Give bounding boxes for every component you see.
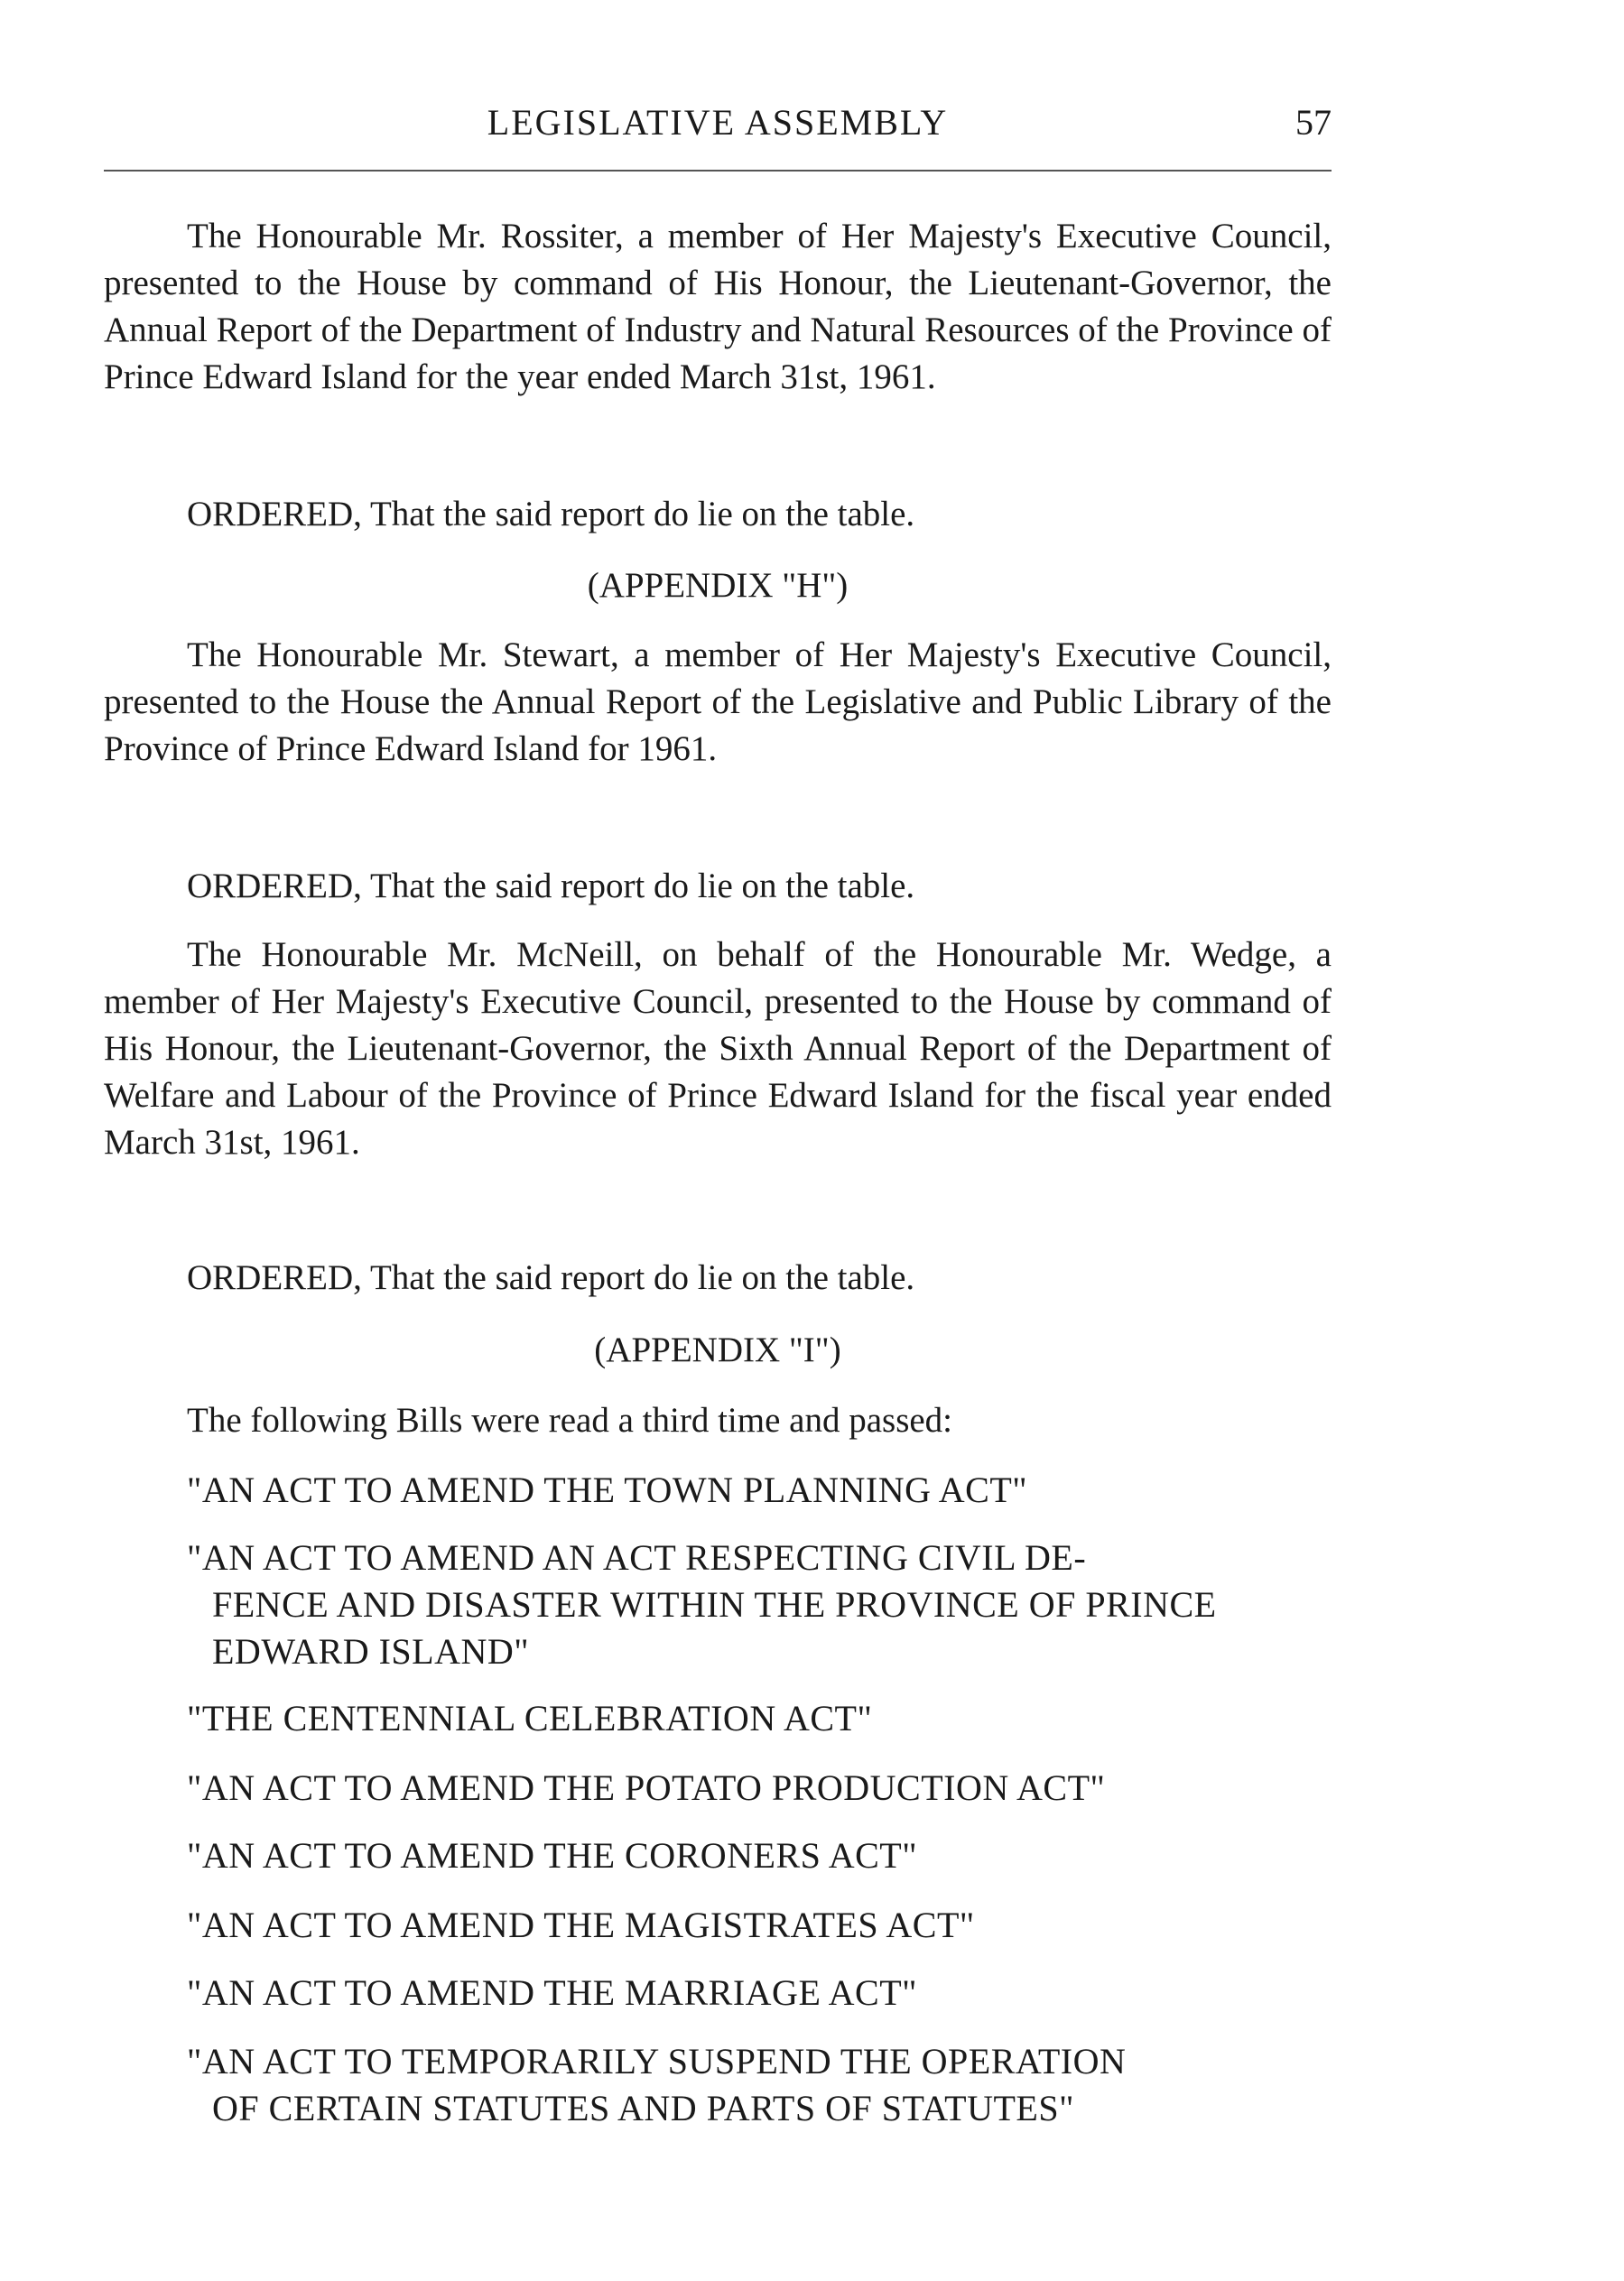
paragraph-bills-intro: The following Bills were read a third time and passed: xyxy=(187,1401,953,1440)
bill-item xyxy=(187,1695,1332,1742)
bill-title: "AN ACT TO AMEND THE TOWN PLANNING ACT" xyxy=(187,1470,1028,1510)
bill-item xyxy=(187,2038,1332,2132)
bill-title: "AN ACT TO TEMPORARILY SUSPEND THE OPERATION xyxy=(187,2041,1127,2082)
paragraph-mcneill-report: The Honourable Mr. McNeill, on behalf of the Honourable Mr. Wedge, a member of Her Majesty's Executive Council, presented to the House by command of His Honour, the Lieutenant-Governor, the Sixth Annual Report of the Department of Welfare and Labour of the Province of Prince Edward Island for the fiscal year ended March 31st, 1961. xyxy=(104,935,1332,1162)
page-number: 57 xyxy=(1295,102,1332,143)
running-title: LEGISLATIVE ASSEMBLY xyxy=(487,102,949,143)
bill-title-continuation: OF CERTAIN STATUTES AND PARTS OF STATUTES" xyxy=(212,2088,1074,2128)
bill-title: "AN ACT TO AMEND THE MARRIAGE ACT" xyxy=(187,1972,917,2013)
bill-title: "AN ACT TO AMEND THE POTATO PRODUCTION ACT" xyxy=(187,1767,1106,1808)
bill-item xyxy=(187,1765,1332,1812)
paragraph-stewart-report: The Honourable Mr. Stewart, a member of Her Majesty's Executive Council, presented to the House the Annual Report of the Legislative and Public Library of the Province of Prince Edward Island for 1961. xyxy=(104,635,1332,768)
bill-title: "AN ACT TO AMEND THE CORONERS ACT" xyxy=(187,1835,918,1876)
bill-title-continuation: FENCE AND DISASTER WITHIN THE PROVINCE OF PRINCE EDWARD ISLAND" xyxy=(212,1584,1217,1672)
page-header xyxy=(104,101,1332,155)
bill-title: "AN ACT TO AMEND THE MAGISTRATES ACT" xyxy=(187,1905,975,1945)
bill-item xyxy=(187,1832,1332,1879)
paragraph-ordered-2: ORDERED, That the said report do lie on the table. xyxy=(187,867,915,905)
paragraph-ordered-1: ORDERED, That the said report do lie on the table. xyxy=(187,495,915,533)
header-rule xyxy=(104,170,1332,172)
appendix-i-heading: (APPENDIX "I") xyxy=(594,1331,841,1369)
bill-title: "AN ACT TO AMEND AN ACT RESPECTING CIVIL DE- xyxy=(187,1537,1087,1578)
bill-title: "THE CENTENNIAL CELEBRATION ACT" xyxy=(187,1698,873,1739)
bill-item xyxy=(187,1970,1332,2017)
paragraph-ordered-3: ORDERED, That the said report do lie on the table. xyxy=(187,1258,915,1297)
bill-item xyxy=(187,1902,1332,1949)
bill-item xyxy=(187,1535,1332,1675)
appendix-h-heading: (APPENDIX "H") xyxy=(587,566,849,605)
paragraph-rossiter-report: The Honourable Mr. Rossiter, a member of Her Majesty's Executive Council, presented to the House by command of His Honour, the Lieutenant-Governor, the Annual Report of the Department of Industry and Natural Resources of the Province of Prince Edward Island for the year ended March 31st, 1961. xyxy=(104,217,1332,396)
bill-item xyxy=(187,1467,1332,1514)
